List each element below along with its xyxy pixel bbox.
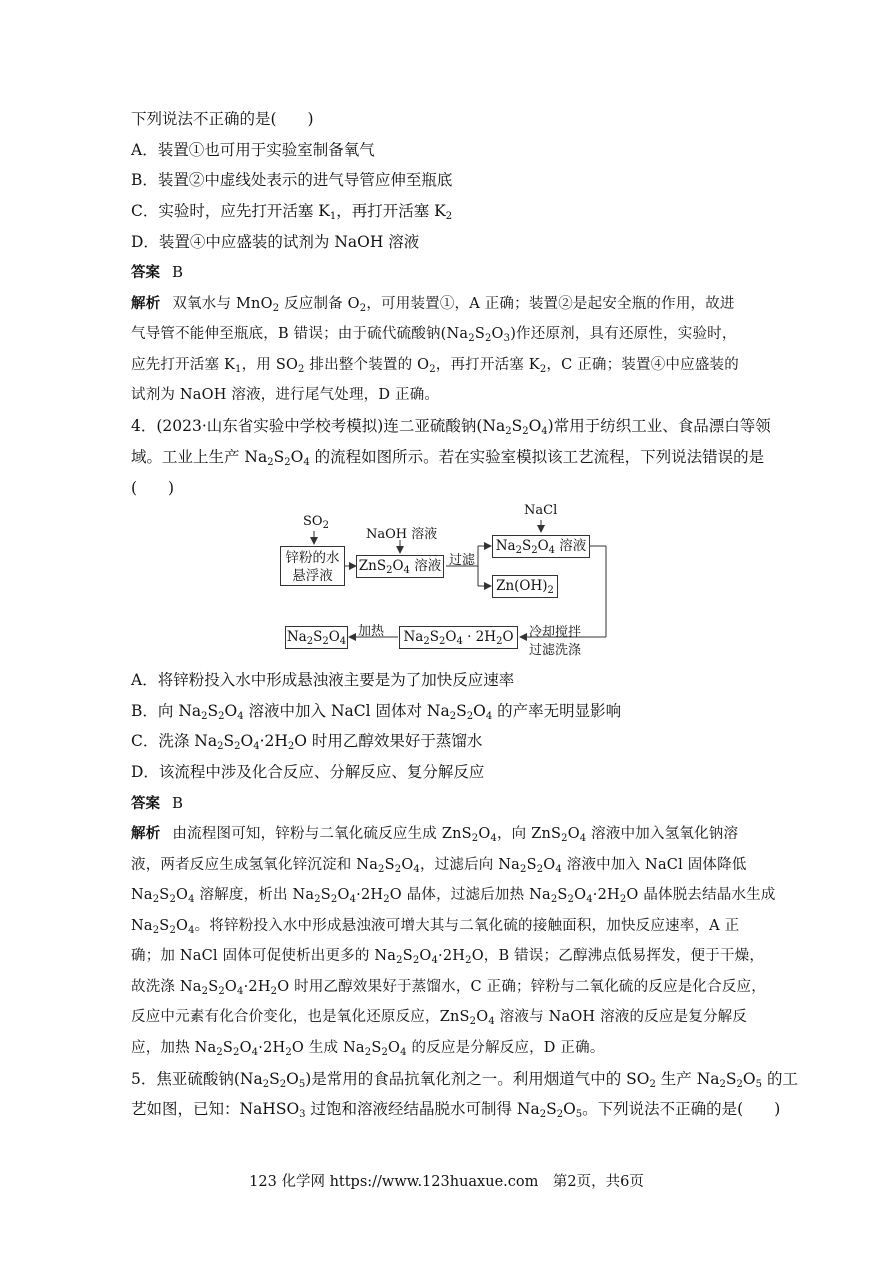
flow-box-zns2o4: $ZnS_2O_4$ 溶液 [356, 555, 444, 578]
answer-label: 答案 [131, 265, 160, 281]
flow-cool-label: 冷却搅拌 [529, 625, 582, 640]
flow-heat-label: 加热 [358, 624, 385, 639]
q4-option-a: A．将锌粉投入水中形成悬浊液主要是为了加快反应速率 [131, 671, 515, 689]
q4-analysis-line: 应，加热 $Na_2S_2O_4\cdot 2H_2O$ 生成 $Na_2S_2O_4$ 的反应是分解反应，D 正确。 [131, 1040, 605, 1058]
flow-box-hydrate: $Na_2S_2O_4 \cdot 2H_2O$ [399, 626, 518, 649]
flow-naoh-label: NaOH 溶液 [366, 527, 438, 542]
analysis-text: 双氧水与 MnO$_2$ 反应制备 $O_2$，可用装置①，A 正确；装置②是起安全瓶的作用，故进 [172, 296, 735, 314]
q4-analysis-line: $Na_2S_2O_4$。将锌粉投入水中形成悬浊液可增大其与二氧化硫的接触面积，加快反应速率，A 正 [131, 918, 740, 936]
answer-value: B [172, 263, 184, 281]
q4-option-c: C．洗涤 $Na_2S_2O_4\cdot 2H_2O$ 时用乙醇效果好于蒸馏水 [131, 732, 483, 752]
q3-analysis-line: 气导管不能伸至瓶底，B 错误；由于硫代硫酸钠$(Na_2S_2O_3)$作还原剂，具有还原性，实验时， [131, 326, 737, 344]
q4-option-b: B．向 $Na_2S_2O_4$ 溶液中加入 NaCl 固体对 $Na_2S_2O_4$ 的产率无明显影响 [131, 702, 622, 722]
q3-option-c: C．实验时，应先打开活塞 $K_1$，再打开活塞 $K_2$ [131, 202, 453, 222]
q4-analysis-line [131, 824, 738, 844]
flow-box-zinc-suspension: 锌粉的水 悬浮液 [280, 546, 345, 586]
analysis-text: 由流程图可知，锌粉与二氧化硫反应生成 $ZnS_2O_4$，向 $ZnS_2O_4$ 溶液中加入氢氧化钠溶 [172, 826, 739, 844]
q3-analysis-line: 试剂为 NaOH 溶液，进行尾气处理，D 正确。 [131, 387, 440, 403]
flow-box-znoh2: $Zn(OH)_2$ [492, 575, 558, 598]
flow-box-na2s2o4-solution: $Na_2S_2O_4$ 溶液 [492, 535, 590, 558]
q4-stem-line: ( ) [131, 479, 175, 497]
q3-stem: 下列说法不正确的是( ) [131, 110, 314, 128]
q3-analysis-line: 应先打开活塞 $K_1$，用 $SO_2$ 排出整个装置的 $O_2$，再打开活塞 $K_2$，C 正确；装置④中应盛装的 [131, 357, 739, 375]
flow-filter-label: 过滤 [449, 553, 476, 568]
analysis-label: 解析 [131, 826, 161, 842]
q3-option-b: B．装置②中虚线处表示的进气导管应伸至瓶底 [131, 171, 453, 189]
answer-value: B [172, 794, 184, 812]
q4-analysis-line: 反应中元素有化合价变化，也是氧化还原反应，$ZnS_2O_4$ 溶液与 NaOH 溶液的反应是复分解反 [131, 1009, 748, 1027]
q4-answer [131, 793, 183, 814]
q4-analysis-line: 液，两者反应生成氢氧化锌沉淀和 $Na_2S_2O_4$，过滤后向 $Na_2S_2O_4$ 溶液中加入 NaCl 固体降低 [131, 857, 747, 875]
analysis-label: 解析 [131, 296, 161, 312]
q5-stem-line: 5．焦亚硫酸钠$(Na_2S_2O_5)$是常用的食品抗氧化剂之一。利用烟道气中的 $SO_2$ 生产 $Na_2S_2O_5$ 的工 [131, 1070, 798, 1090]
q3-option-d: D．装置④中应盛装的试剂为 NaOH 溶液 [131, 233, 420, 251]
flow-nacl-label: NaCl [524, 503, 558, 518]
q4-option-d: D．该流程中涉及化合反应、分解反应、复分解反应 [131, 763, 485, 781]
page-footer: 123 化学网 https://www.123huaxue.com 第2页，共6页 [249, 1174, 644, 1190]
q4-analysis-line: $Na_2S_2O_4$ 溶解度，析出 $Na_2S_2O_4\cdot 2H_2O$ 晶体，过滤后加热 $Na_2S_2O_4\cdot 2H_2O$ 晶体脱去结晶水生成 [131, 887, 776, 905]
q3-option-a: A．装置①也可用于实验室制备氧气 [131, 141, 375, 159]
q4-analysis-line: 确；加 NaCl 固体可促使析出更多的 $Na_2S_2O_4\cdot 2H_2O$，B 错误；乙醇沸点低易挥发，便于干燥， [131, 948, 765, 966]
answer-label: 答案 [131, 796, 160, 812]
q5-stem-line: 艺如图，已知：NaHSO$_3$ 过饱和溶液经结晶脱水可制得 $Na_2S_2O_5$。下列说法不正确的是( ) [131, 1100, 781, 1120]
flow-so2-label: $SO_2$ [303, 514, 329, 531]
q4-stem-line: 4．(2023·山东省实验中学校考模拟)连二亚硫酸钠$(Na_2S_2O_4)$常用于纺织工业、食品漂白等领 [131, 417, 771, 437]
q4-analysis-line: 故洗涤 $Na_2S_2O_4\cdot 2H_2O$ 时用乙醇效果好于蒸馏水，C 正确；锌粉与二氧化硫的反应是化合反应， [131, 979, 766, 997]
flow-box-product: $Na_2S_2O_4$ [285, 626, 348, 649]
flow-wash-label: 过滤洗涤 [529, 643, 582, 658]
q4-stem-line: 域。工业上生产 $Na_2S_2O_4$ 的流程如图所示。若在实验室模拟该工艺流程，下列说法错误的是 [131, 448, 765, 468]
